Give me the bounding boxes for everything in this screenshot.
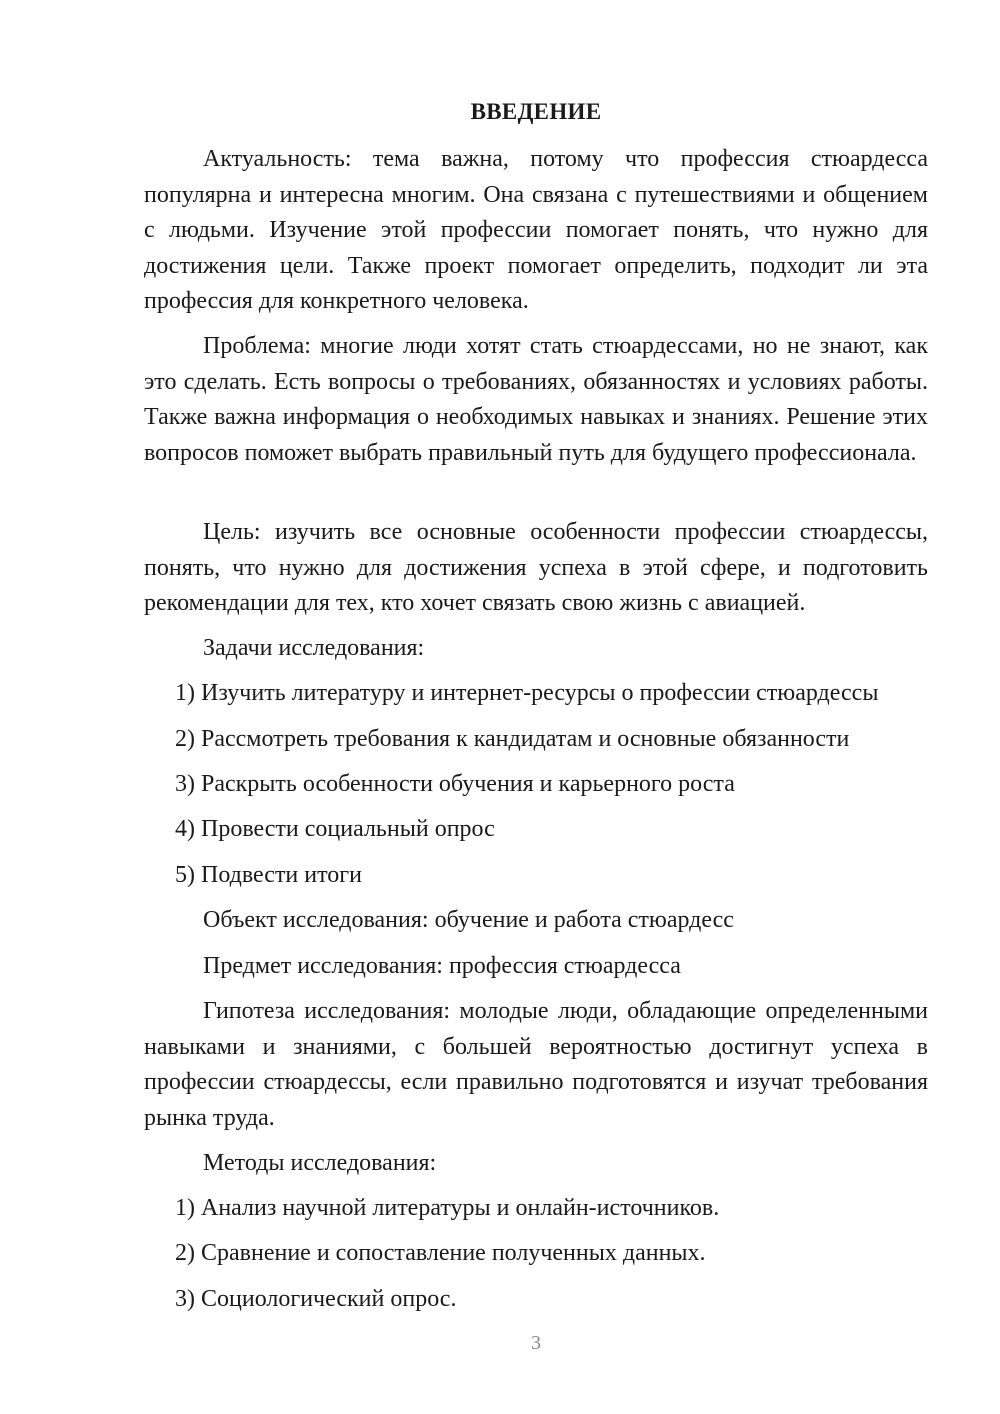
task-item: 4) Провести социальный опрос [175,816,495,842]
method-item: 2) Сравнение и сопоставление полученных данных. [175,1240,706,1266]
relevance-paragraph: Актуальность: тема важна, потому что профессия стюардесса популярна и интересна многим. Она связана с путешествиями и общением с людьми. Изучение этой профессии помогает понять, что нужно для достижения цели. Также проект помогает определить, подходит ли эта профессия для конкретного человека. [144,146,928,314]
problem-paragraph: Проблема: многие люди хотят стать стюардессами, но не знают, как это сделать. Есть вопросы о требованиях, обязанностях и условиях работы. Также важна информация о необходимых навыках и знаниях. Решение этих вопросов поможет выбрать правильный путь для будущего профессионала. [144,333,928,466]
tasks-title: Задачи исследования: [203,635,425,661]
research-object: Объект исследования: обучение и работа стюардесс [203,907,734,933]
section-heading: ВВЕДЕНИЕ [470,99,602,124]
task-item: 5) Подвести итоги [175,862,362,888]
page-number: 3 [531,1332,541,1354]
hypothesis-paragraph: Гипотеза исследования: молодые люди, обладающие определенными навыками и знаниями, с большей вероятностью достигнут успеха в профессии стюардессы, если правильно подготовятся и изучат требования рынка труда. [144,998,928,1131]
research-subject: Предмет исследования: профессия стюардесса [203,953,681,979]
task-item: 1) Изучить литературу и интернет-ресурсы о профессии стюардессы [175,680,879,706]
method-item: 3) Социологический опрос. [175,1286,457,1312]
methods-title: Методы исследования: [203,1150,437,1176]
task-item: 2) Рассмотреть требования к кандидатам и основные обязанности [175,726,850,752]
goal-paragraph: Цель: изучить все основные особенности профессии стюардессы, понять, что нужно для достижения успеха в этой сфере, и подготовить рекомендации для тех, кто хочет связать свою жизнь с авиацией. [144,519,928,616]
task-item: 3) Раскрыть особенности обучения и карьерного роста [175,771,735,797]
method-item: 1) Анализ научной литературы и онлайн-источников. [175,1195,720,1221]
